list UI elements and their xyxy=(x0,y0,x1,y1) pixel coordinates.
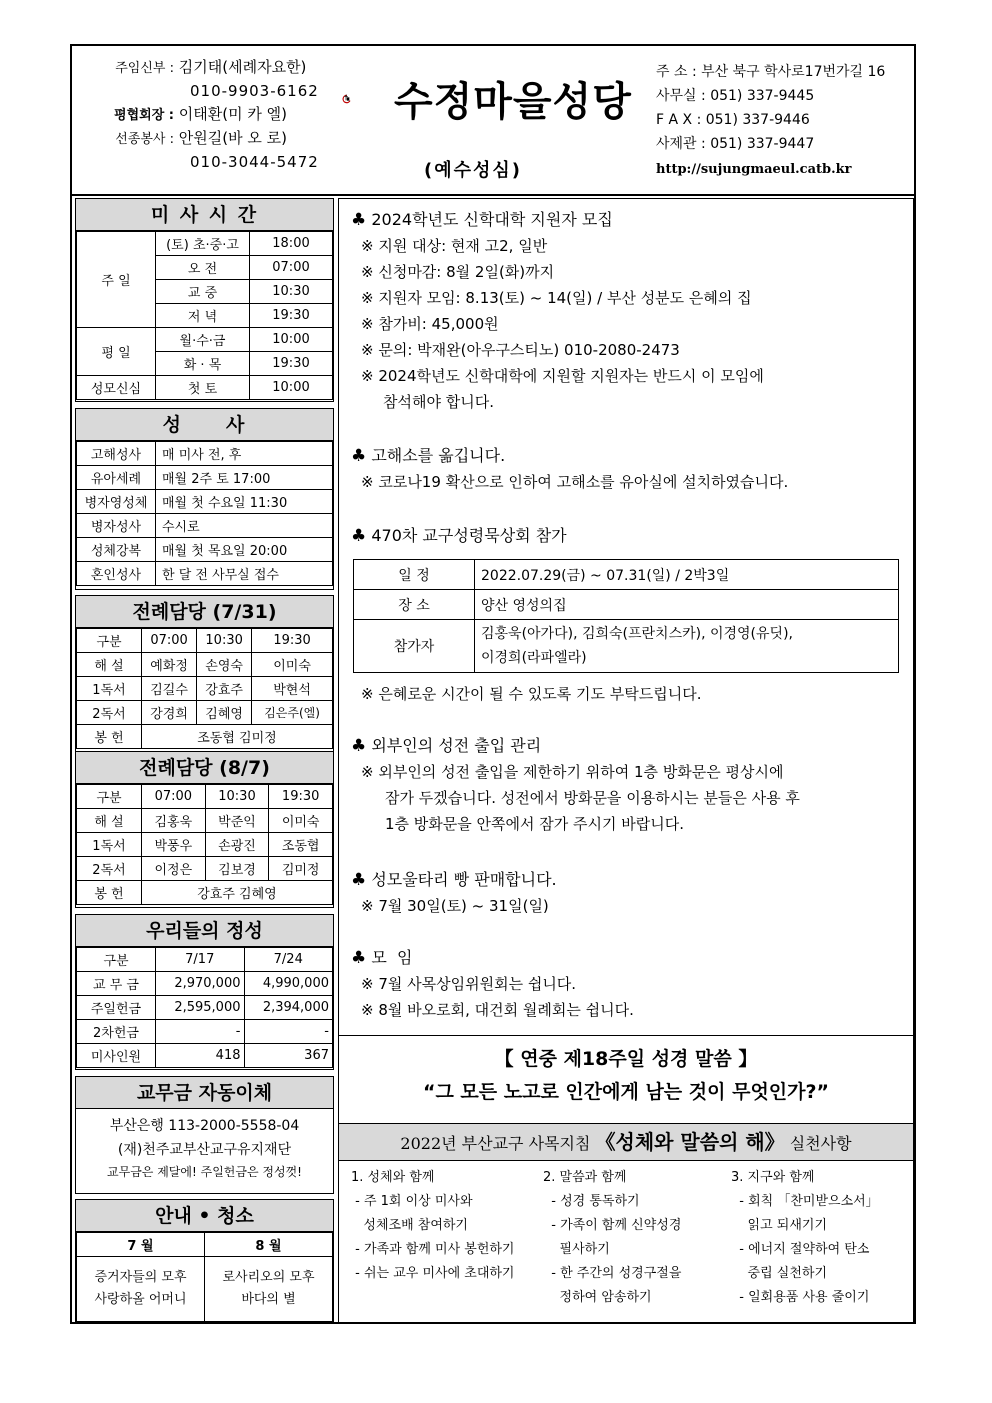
mass-time: 10:00 xyxy=(250,376,333,400)
person: 강효주 xyxy=(197,677,252,701)
pastoral-item: - 회칙 「찬미받으소서」 xyxy=(731,1194,879,1209)
liturgy-roster-title: 전례담당 (7/31) xyxy=(76,596,333,628)
pastoral-item: 중립 실천하기 xyxy=(731,1266,828,1281)
mass-time: 19:30 xyxy=(250,304,333,328)
pastoral-item: 읽고 되새기기 xyxy=(731,1218,828,1233)
bank-account: 부산은행 113-2000-5558-04 xyxy=(109,1118,300,1134)
col-head: 7/17 xyxy=(156,948,245,972)
cleaning-table xyxy=(76,1232,333,1322)
notice-item: ※ 2024학년도 신학대학에 지원할 지원자는 반드시 이 모임에 xyxy=(361,367,764,385)
notice-access xyxy=(351,733,800,837)
sacrament-info: 한 달 전 사무실 접수 xyxy=(156,562,333,586)
role: 2독서 xyxy=(77,701,142,725)
month-label: 8 월 xyxy=(205,1233,333,1257)
person: 조동협 xyxy=(269,833,333,857)
cleaning-group-july xyxy=(77,1257,205,1322)
mass-times-box xyxy=(75,198,334,402)
scripture-quote: “그 모든 노고로 인간에게 남는 것이 무엇인가?” xyxy=(422,1081,830,1103)
month-label: 7 월 xyxy=(77,1233,205,1257)
offering-value: 367 xyxy=(244,1044,333,1068)
liturgy-roster-0807 xyxy=(75,751,334,908)
sacrament-name: 병자성사 xyxy=(77,514,156,538)
club-icon: ♣ xyxy=(351,948,367,968)
col-head: 구분 xyxy=(77,629,142,653)
person: 손광진 xyxy=(205,833,269,857)
pastoral-heading-pre: 2022년 부산교구 사목지침 xyxy=(400,1134,591,1153)
parish-logo-icon xyxy=(342,74,392,124)
notice-title: 2024학년도 신학대학 지원자 모집 xyxy=(371,210,613,229)
notice-item: ※ 지원 대상: 현재 고2, 일반 xyxy=(361,237,548,255)
sacrament-info: 매 미사 전, 후 xyxy=(156,442,333,466)
notice-retreat-note xyxy=(351,681,702,707)
pastoral-item: 필사하기 xyxy=(543,1242,610,1257)
retreat-label: 참가자 xyxy=(354,620,475,673)
club-icon: ♣ xyxy=(351,210,367,230)
header xyxy=(72,46,914,196)
deacon-label: 선종봉사 : xyxy=(115,132,174,147)
pastoral-item: 1. 성체와 함께 xyxy=(351,1170,435,1185)
group-name: 증거자들의 모후 xyxy=(94,1270,187,1285)
cleaning-title: 안내 • 청소 xyxy=(76,1200,333,1232)
person: 김혜영 xyxy=(197,701,252,725)
person: 이정은 xyxy=(142,857,206,881)
pastoral-item: - 주 1회 이상 미사와 xyxy=(351,1194,473,1209)
auto-transfer-title: 교무금 자동이체 xyxy=(76,1077,333,1109)
notice-item: ※ 외부인의 성전 출입을 제한하기 위하여 1층 방화문은 평상시에 xyxy=(361,763,784,781)
pastoral-item: 2. 말씀과 함께 xyxy=(543,1170,627,1185)
liturgy-table xyxy=(76,784,333,905)
person: 손영숙 xyxy=(197,653,252,677)
parish-title: 수정마을성당 xyxy=(394,79,632,125)
role: 1독서 xyxy=(77,833,142,857)
pastoral-col-earth xyxy=(731,1166,879,1310)
mass-name: (토) 초·중·고 xyxy=(156,232,250,256)
rectory-phone: 사제관 : 051) 337-9447 xyxy=(656,136,815,152)
person: 조동협 김미정 xyxy=(142,725,333,749)
mass-time: 19:30 xyxy=(250,352,333,376)
retreat-place: 양산 영성의집 xyxy=(475,590,899,620)
header-address xyxy=(656,60,885,182)
pastoral-item: - 성경 통독하기 xyxy=(543,1194,640,1209)
pastoral-heading xyxy=(339,1124,913,1161)
offering-value: 418 xyxy=(156,1044,245,1068)
person: 박준익 xyxy=(205,809,269,833)
liturgy-table xyxy=(76,628,333,749)
transfer-note: 교무금은 제달에! 주일헌금은 정성껏! xyxy=(107,1165,302,1179)
notice-title: 성모울타리 빵 판매합니다. xyxy=(371,870,557,889)
mass-name: 저 녁 xyxy=(156,304,250,328)
pastoral-item: - 가족과 함께 미사 봉헌하기 xyxy=(351,1242,515,1257)
offering-type: 미사인원 xyxy=(77,1044,156,1068)
offering-value: - xyxy=(244,1020,333,1044)
fax: F A X : 051) 337-9446 xyxy=(656,112,810,128)
pastor-name: 김기태(세례자요한) xyxy=(178,58,307,76)
participants-line: 김홍욱(아가다), 김희숙(프란치스카), 이경영(유딧), xyxy=(481,626,793,642)
pastoral-item: - 가족이 함께 신약성경 xyxy=(543,1218,682,1233)
pastoral-col-eucharist xyxy=(351,1166,515,1286)
participants-line: 이경희(라파엘라) xyxy=(481,650,587,666)
sacrament-name: 혼인성사 xyxy=(77,562,156,586)
pastoral-item: - 일회용품 사용 줄이기 xyxy=(731,1290,870,1305)
col-head: 07:00 xyxy=(142,785,206,809)
notice-item: ※ 참가비: 45,000원 xyxy=(361,315,499,333)
offerings-title: 우리들의 정성 xyxy=(76,915,333,947)
notice-bread-sale xyxy=(351,867,557,919)
notice-item: ※ 문의: 박재완(아우구스티노) 010-2080-2473 xyxy=(361,341,680,359)
group-name: 바다의 별 xyxy=(241,1292,296,1307)
liturgy-roster-title: 전례담당 (8/7) xyxy=(76,752,333,784)
offering-type: 주일헌금 xyxy=(77,996,156,1020)
notices-box xyxy=(338,198,914,1036)
sacrament-info: 수시로 xyxy=(156,514,333,538)
notice-item: 1층 방화문을 안쪽에서 잠가 주시기 바랍니다. xyxy=(385,815,684,833)
deacon-name: 안원길(바 오 로) xyxy=(178,129,287,147)
group-name: 로사리오의 모후 xyxy=(222,1270,315,1285)
sacrament-info: 매월 첫 수요일 11:30 xyxy=(156,490,333,514)
offering-value: 4,990,000 xyxy=(244,972,333,996)
offering-value: 2,595,000 xyxy=(156,996,245,1020)
pastoral-heading-main: 《성체와 말씀의 해》 xyxy=(595,1130,785,1154)
saturday-label: 성모신심 xyxy=(77,376,156,400)
notice-item: ※ 코로나19 확산으로 인하여 고해소를 유아실에 설치하였습니다. xyxy=(361,473,789,491)
notice-item: 참석해야 합니다. xyxy=(383,393,494,411)
person: 이미숙 xyxy=(269,809,333,833)
deacon-phone: 010-3044-5472 xyxy=(190,153,319,171)
role: 봉 헌 xyxy=(77,725,142,749)
club-icon: ♣ xyxy=(351,446,367,466)
parish-subtitle: (예수성심) xyxy=(424,160,523,181)
person: 이미숙 xyxy=(252,653,333,677)
col-head: 19:30 xyxy=(252,629,333,653)
club-icon: ♣ xyxy=(351,526,367,546)
council-label: 평협회장 : xyxy=(114,108,174,123)
sacrament-info: 매월 2주 토 17:00 xyxy=(156,466,333,490)
retreat-label: 장 소 xyxy=(354,590,475,620)
notice-item: ※ 8월 바오로회, 대건회 월례회는 쉽니다. xyxy=(361,1001,634,1019)
mass-name: 월·수·금 xyxy=(156,328,250,352)
role: 해 설 xyxy=(77,653,142,677)
retreat-table xyxy=(353,559,899,673)
role: 1독서 xyxy=(77,677,142,701)
retreat-label: 일 정 xyxy=(354,560,475,590)
sacrament-name: 고해성사 xyxy=(77,442,156,466)
person: 박풍우 xyxy=(142,833,206,857)
col-head: 구분 xyxy=(77,785,142,809)
notice-title: 외부인의 성전 출입 관리 xyxy=(371,736,542,755)
role: 봉 헌 xyxy=(77,881,142,905)
sacrament-name: 병자영성체 xyxy=(77,490,156,514)
offering-value: - xyxy=(156,1020,245,1044)
sacraments-title: 성 사 xyxy=(76,409,333,441)
offerings-box xyxy=(75,914,334,1070)
notice-retreat xyxy=(351,523,567,549)
weekday-label: 평 일 xyxy=(77,328,156,376)
mass-name: 오 전 xyxy=(156,256,250,280)
notice-item: ※ 7월 30일(토) ~ 31일(일) xyxy=(361,897,549,915)
person: 김홍욱 xyxy=(142,809,206,833)
pastoral-item: - 에너지 절약하여 탄소 xyxy=(731,1242,870,1257)
mass-time: 07:00 xyxy=(250,256,333,280)
pastoral-col-word xyxy=(543,1166,681,1310)
person: 강경희 xyxy=(142,701,197,725)
sacrament-name: 성체강복 xyxy=(77,538,156,562)
col-head: 7/24 xyxy=(244,948,333,972)
retreat-participants xyxy=(475,620,899,673)
person: 예화정 xyxy=(142,653,197,677)
cleaning-box xyxy=(75,1199,334,1323)
scripture-box xyxy=(338,1036,914,1124)
pastoral-guidelines xyxy=(338,1124,914,1324)
address: 주 소 : 부산 북구 학사로17번가길 16 xyxy=(656,64,886,80)
cleaning-group-august xyxy=(205,1257,333,1322)
auto-transfer-box xyxy=(75,1076,334,1194)
notice-item: ※ 지원자 모임: 8.13(토) ~ 14(일) / 부산 성분도 은혜의 집 xyxy=(361,289,752,307)
offerings-table xyxy=(76,947,333,1068)
group-name: 사랑하올 어머니 xyxy=(94,1292,187,1307)
person: 김은주(엘) xyxy=(252,701,333,725)
offering-type: 교 무 금 xyxy=(77,972,156,996)
person: 강효주 김혜영 xyxy=(142,881,333,905)
role: 2독서 xyxy=(77,857,142,881)
sacrament-name: 유아세례 xyxy=(77,466,156,490)
pastoral-item: 성체조배 참여하기 xyxy=(351,1218,468,1233)
pastoral-item: - 쉬는 교우 미사에 초대하기 xyxy=(351,1266,515,1281)
notice-confessional xyxy=(351,443,788,495)
liturgy-roster-0731 xyxy=(75,595,334,752)
pastoral-item: - 한 주간의 성경구절을 xyxy=(543,1266,682,1281)
sacraments-table xyxy=(76,441,333,586)
notice-item: ※ 신청마감: 8월 2일(화)까지 xyxy=(361,263,555,281)
council-name: 이태환(미 카 엘) xyxy=(178,105,287,123)
mass-name: 화 · 목 xyxy=(156,352,250,376)
notice-title: 470차 교구성령묵상회 참가 xyxy=(371,526,567,545)
col-head: 07:00 xyxy=(142,629,197,653)
pastor-label: 주임신부 : xyxy=(115,61,174,76)
pastoral-item: 정하여 암송하기 xyxy=(543,1290,652,1305)
notice-seminary xyxy=(351,207,764,415)
notice-title: 모 임 xyxy=(371,948,413,967)
header-contacts xyxy=(86,56,319,174)
club-icon: ♣ xyxy=(351,736,367,756)
pastor-phone: 010-9903-6162 xyxy=(190,82,319,100)
person: 김미정 xyxy=(269,857,333,881)
offering-type: 2차헌금 xyxy=(77,1020,156,1044)
offering-value: 2,970,000 xyxy=(156,972,245,996)
mass-name: 첫 토 xyxy=(156,376,250,400)
club-icon: ♣ xyxy=(351,870,367,890)
person: 김보경 xyxy=(205,857,269,881)
sacrament-info: 매월 첫 목요일 20:00 xyxy=(156,538,333,562)
notice-item: ※ 7월 사목상임위원회는 쉽니다. xyxy=(361,975,577,993)
mass-times-table xyxy=(76,231,333,400)
sacraments-box xyxy=(75,408,334,590)
office-phone: 사무실 : 051) 337-9445 xyxy=(656,88,815,104)
role: 해 설 xyxy=(77,809,142,833)
notice-meetings xyxy=(351,945,634,1023)
mass-times-title: 미 사 시 간 xyxy=(76,199,333,231)
notices-column xyxy=(338,198,914,1324)
mass-time: 10:00 xyxy=(250,328,333,352)
col-head: 10:30 xyxy=(205,785,269,809)
mass-name: 교 중 xyxy=(156,280,250,304)
sunday-label: 주 일 xyxy=(77,232,156,328)
website-link[interactable]: http://sujungmaeul.catb.kr xyxy=(656,162,852,177)
person: 김길수 xyxy=(142,677,197,701)
mass-time: 18:00 xyxy=(250,232,333,256)
scripture-heading: 【 연중 제18주일 성경 말씀 】 xyxy=(494,1048,758,1070)
notice-item: ※ 은혜로운 시간이 될 수 있도록 기도 부탁드립니다. xyxy=(361,685,702,703)
col-head: 10:30 xyxy=(197,629,252,653)
col-head: 구분 xyxy=(77,948,156,972)
notice-item: 잠가 두겠습니다. 성전에서 방화문을 이용하시는 분들은 사용 후 xyxy=(385,789,800,807)
mass-time: 10:30 xyxy=(250,280,333,304)
notice-title: 고해소를 옮깁니다. xyxy=(371,446,506,465)
account-holder: (재)천주교부산교구유지재단 xyxy=(117,1142,292,1158)
retreat-date: 2022.07.29(금) ~ 07.31(일) / 2박3일 xyxy=(475,560,899,590)
col-head: 19:30 xyxy=(269,785,333,809)
pastoral-heading-post: 실천사항 xyxy=(789,1134,852,1153)
pastoral-item: 3. 지구와 함께 xyxy=(731,1170,815,1185)
person: 박현석 xyxy=(252,677,333,701)
offering-value: 2,394,000 xyxy=(244,996,333,1020)
